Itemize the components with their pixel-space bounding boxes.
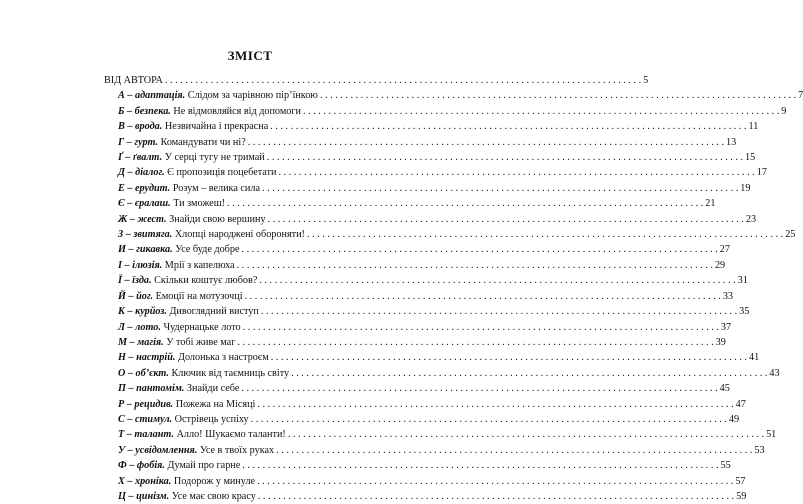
- toc-entry-title: [104, 150, 265, 165]
- toc-page-number: 39: [715, 336, 726, 348]
- toc-entry-word: М – магія.: [118, 336, 164, 348]
- toc-entry-word: Ї – їзда.: [118, 275, 152, 287]
- dot-leader: [257, 474, 733, 489]
- toc-row[interactable]: [104, 412, 740, 427]
- toc-entry-word: Ж – жест.: [118, 213, 167, 225]
- toc-entry-title: [104, 258, 235, 273]
- dot-leader: [237, 335, 713, 350]
- toc-page-number: 45: [719, 383, 730, 395]
- toc-page-number: 51: [766, 429, 777, 441]
- toc-entry-subtitle: У тобі живе маг: [163, 336, 236, 348]
- toc-entry-word: Ґ – ґвалт.: [118, 152, 163, 164]
- toc-page-number: 57: [735, 475, 746, 487]
- toc-row[interactable]: [104, 273, 748, 288]
- dot-leader: [320, 88, 796, 103]
- toc-entry-title: [104, 135, 246, 150]
- toc-entry-subtitle: Командувати чи ні?: [158, 136, 246, 148]
- toc-row[interactable]: [104, 458, 731, 473]
- toc-entry-subtitle: Острівець успіху: [172, 413, 249, 425]
- toc-entry-subtitle: Ключик від таємниць світу: [168, 367, 290, 379]
- toc-row[interactable]: [104, 289, 734, 304]
- toc-entry-word: У – усвідомлення.: [118, 444, 198, 456]
- dot-leader: [262, 181, 738, 196]
- dot-leader: [241, 381, 717, 396]
- toc-entry-subtitle: Мрії з капелюха: [162, 259, 235, 271]
- toc-entry-word: Е – ерудит.: [118, 182, 171, 194]
- dot-leader: [307, 227, 783, 242]
- toc-entry-word: К – курйоз.: [118, 306, 167, 318]
- dot-leader: [242, 458, 718, 473]
- toc-page-number: 21: [705, 198, 716, 210]
- toc-entry-subtitle: Усе в твоїх руках: [197, 444, 275, 456]
- toc-row[interactable]: [104, 366, 780, 381]
- toc-entry-word: П – пантомім.: [118, 383, 185, 395]
- toc-entry-title: [104, 227, 305, 242]
- toc-entry-title: [104, 474, 255, 489]
- dot-leader: [267, 150, 743, 165]
- toc-entry-title: [104, 242, 239, 257]
- toc-entry-word: И – гикавка.: [118, 244, 173, 256]
- toc-page-number: 31: [737, 275, 748, 287]
- toc-entry-plain: ВІД АВТОРА: [104, 75, 163, 86]
- toc-page-number: 49: [728, 413, 740, 425]
- dot-leader: [241, 242, 717, 257]
- toc-row[interactable]: [104, 381, 730, 396]
- toc-page-number: 19: [740, 182, 751, 194]
- toc-row[interactable]: [104, 181, 751, 196]
- toc-entry-word: А – адаптація.: [118, 90, 186, 102]
- dot-leader: [165, 73, 641, 88]
- toc-entry-subtitle: Емоції на мотузочці: [153, 290, 243, 302]
- toc-row[interactable]: [104, 165, 767, 180]
- toc-entry-subtitle: Не відмовляйся від допомоги: [170, 105, 302, 117]
- toc-entry-subtitle: У серці тугу не тримай: [162, 152, 265, 164]
- toc-entry-title: [104, 119, 268, 134]
- toc-row[interactable]: [104, 88, 803, 103]
- toc-row[interactable]: [104, 350, 760, 365]
- toc-entry-subtitle: Незвичайна і прекрасна: [162, 121, 269, 133]
- toc-entry-title: [104, 366, 289, 381]
- toc-page-number: 53: [754, 444, 765, 456]
- toc-page-number: 55: [720, 460, 731, 472]
- toc-entry-subtitle: Дивоглядний виступ: [166, 306, 259, 318]
- toc-entry-title: [104, 350, 269, 365]
- dot-leader: [245, 289, 721, 304]
- toc-entry-word: Н – настрій.: [118, 352, 176, 364]
- toc-page-number: 41: [748, 352, 760, 364]
- toc-entry-subtitle: Усе має свою красу: [169, 490, 256, 502]
- toc-entry-title: [104, 104, 301, 119]
- toc-row[interactable]: [104, 258, 726, 273]
- toc-entry-title: [104, 212, 266, 227]
- toc-page-number: 33: [722, 290, 734, 302]
- toc-page-number: 15: [745, 152, 756, 164]
- dot-leader: [276, 443, 752, 458]
- toc-entry-title: [104, 196, 225, 211]
- dot-leader: [270, 119, 746, 134]
- dot-leader: [271, 350, 747, 365]
- toc-entry-subtitle: Розум – велика сила: [170, 182, 260, 194]
- dot-leader: [257, 397, 733, 412]
- toc-entry-title: [104, 412, 249, 427]
- toc-entry-word: Т – талант.: [118, 429, 175, 441]
- toc-page-number: 29: [714, 259, 726, 271]
- toc-row[interactable]: [104, 304, 750, 319]
- toc-entry-word: Й – йог.: [118, 290, 154, 302]
- toc-page-number: 35: [739, 306, 750, 318]
- toc-row[interactable]: [104, 150, 756, 165]
- toc-entry-word: Ф – фобія.: [118, 460, 165, 472]
- dot-leader: [303, 104, 779, 119]
- dot-leader: [278, 165, 754, 180]
- toc-entry-subtitle: Слідом за чарівною пір’їнкою: [185, 90, 318, 102]
- toc-entry-subtitle: Думай про гарне: [164, 460, 241, 472]
- toc-entry-subtitle: Долонька з настроєм: [175, 352, 269, 364]
- toc-page-number: 59: [736, 490, 747, 502]
- toc-row[interactable]: [104, 135, 737, 150]
- toc-row[interactable]: [104, 73, 649, 88]
- toc-row[interactable]: [104, 335, 726, 350]
- toc-entry-subtitle: Хлопці народжені обороняти!: [172, 229, 305, 241]
- toc-entry-title: [104, 289, 243, 304]
- toc-row[interactable]: [104, 320, 732, 335]
- toc-entry-subtitle: Знайди себе: [184, 383, 240, 395]
- toc-row[interactable]: [104, 242, 730, 257]
- toc-entry-word: Л – лото.: [118, 321, 161, 333]
- toc-entry-word: С – стимул.: [118, 413, 173, 425]
- toc-entry-subtitle: Усе буде добре: [172, 244, 240, 256]
- toc-page-number: 5: [643, 75, 649, 86]
- toc-page-number: 11: [748, 121, 759, 133]
- toc-entry-word: О – об’єкт.: [118, 367, 169, 379]
- toc-entry-title: [104, 397, 255, 412]
- toc-entry-title: [104, 427, 286, 442]
- toc-row[interactable]: [104, 397, 746, 412]
- toc-row[interactable]: [104, 474, 746, 489]
- toc-entry-subtitle: Є пропозиція поцебетати: [164, 167, 277, 179]
- dot-leader: [243, 320, 719, 335]
- toc-row[interactable]: [104, 104, 787, 119]
- toc-row[interactable]: [104, 443, 765, 458]
- toc-entry-subtitle: Подорож у минуле: [171, 475, 256, 487]
- toc-entry-subtitle: Знайди свою вершину: [166, 213, 266, 225]
- toc-page-number: 17: [756, 167, 767, 179]
- toc-entry-word: І – ілюзія.: [118, 259, 163, 271]
- toc-entry-title: [104, 489, 256, 504]
- toc-entry-word: Ц – цинізм.: [118, 490, 170, 502]
- toc-entry-title: [104, 458, 240, 473]
- toc-page-number: 47: [735, 398, 746, 410]
- toc-entry-word: Г – гурт.: [118, 136, 159, 148]
- toc-page-number: 43: [769, 367, 780, 379]
- toc-entry-word: Х – хроніка.: [118, 475, 172, 487]
- toc-entry-title: [104, 88, 318, 103]
- toc-entry-subtitle: Скільки коштує любов?: [151, 275, 258, 287]
- dot-leader: [268, 212, 744, 227]
- toc-entry-title: [104, 304, 259, 319]
- toc-page-number: 7: [798, 90, 803, 102]
- toc-entry-title: [104, 443, 274, 458]
- toc-entry-title: [104, 165, 276, 180]
- toc-entry-word: В – врода.: [118, 121, 163, 133]
- toc-row[interactable]: [104, 119, 759, 134]
- dot-leader: [258, 489, 734, 504]
- toc-entry-word: Д – діалог.: [118, 167, 165, 179]
- dot-leader: [259, 273, 735, 288]
- dot-leader: [261, 304, 737, 319]
- toc-entry-subtitle: Алло! Шукаємо таланти!: [174, 429, 286, 441]
- toc-row[interactable]: [104, 196, 716, 211]
- table-of-contents: [104, 73, 803, 504]
- toc-entry-word: Б – безпека.: [118, 105, 171, 117]
- toc-entry-title: [104, 181, 260, 196]
- toc-entry-subtitle: Ти зможеш!: [170, 198, 226, 210]
- dot-leader: [288, 427, 764, 442]
- toc-entry-title: [104, 320, 241, 335]
- toc-entry-title: [104, 335, 235, 350]
- toc-row[interactable]: [104, 212, 757, 227]
- dot-leader: [227, 196, 703, 211]
- toc-page-number: 27: [719, 244, 730, 256]
- toc-row[interactable]: [104, 227, 796, 242]
- toc-entry-subtitle: Пожежа на Місяці: [173, 398, 256, 410]
- dot-leader: [248, 135, 724, 150]
- toc-entry-subtitle: Чудернацьке лото: [160, 321, 241, 333]
- toc-page-number: 9: [781, 105, 787, 117]
- toc-page-number: 13: [725, 136, 737, 148]
- dot-leader: [251, 412, 727, 427]
- toc-page-number: 23: [745, 213, 757, 225]
- toc-entry-word: Р – рецидив.: [118, 398, 174, 410]
- toc-page-number: 25: [785, 229, 796, 241]
- dot-leader: [237, 258, 713, 273]
- toc-entry-title: [104, 273, 257, 288]
- page-title: ЗМІСТ: [227, 48, 273, 63]
- toc-entry-word: З – звитяга.: [118, 229, 173, 241]
- toc-row[interactable]: [104, 427, 777, 442]
- toc-entry-word: Є – єралаш.: [118, 198, 171, 210]
- toc-entry-title: [104, 381, 239, 396]
- toc-row[interactable]: [104, 489, 747, 504]
- dot-leader: [291, 366, 767, 381]
- toc-page-number: 37: [720, 321, 732, 333]
- toc-entry-title: [104, 73, 163, 88]
